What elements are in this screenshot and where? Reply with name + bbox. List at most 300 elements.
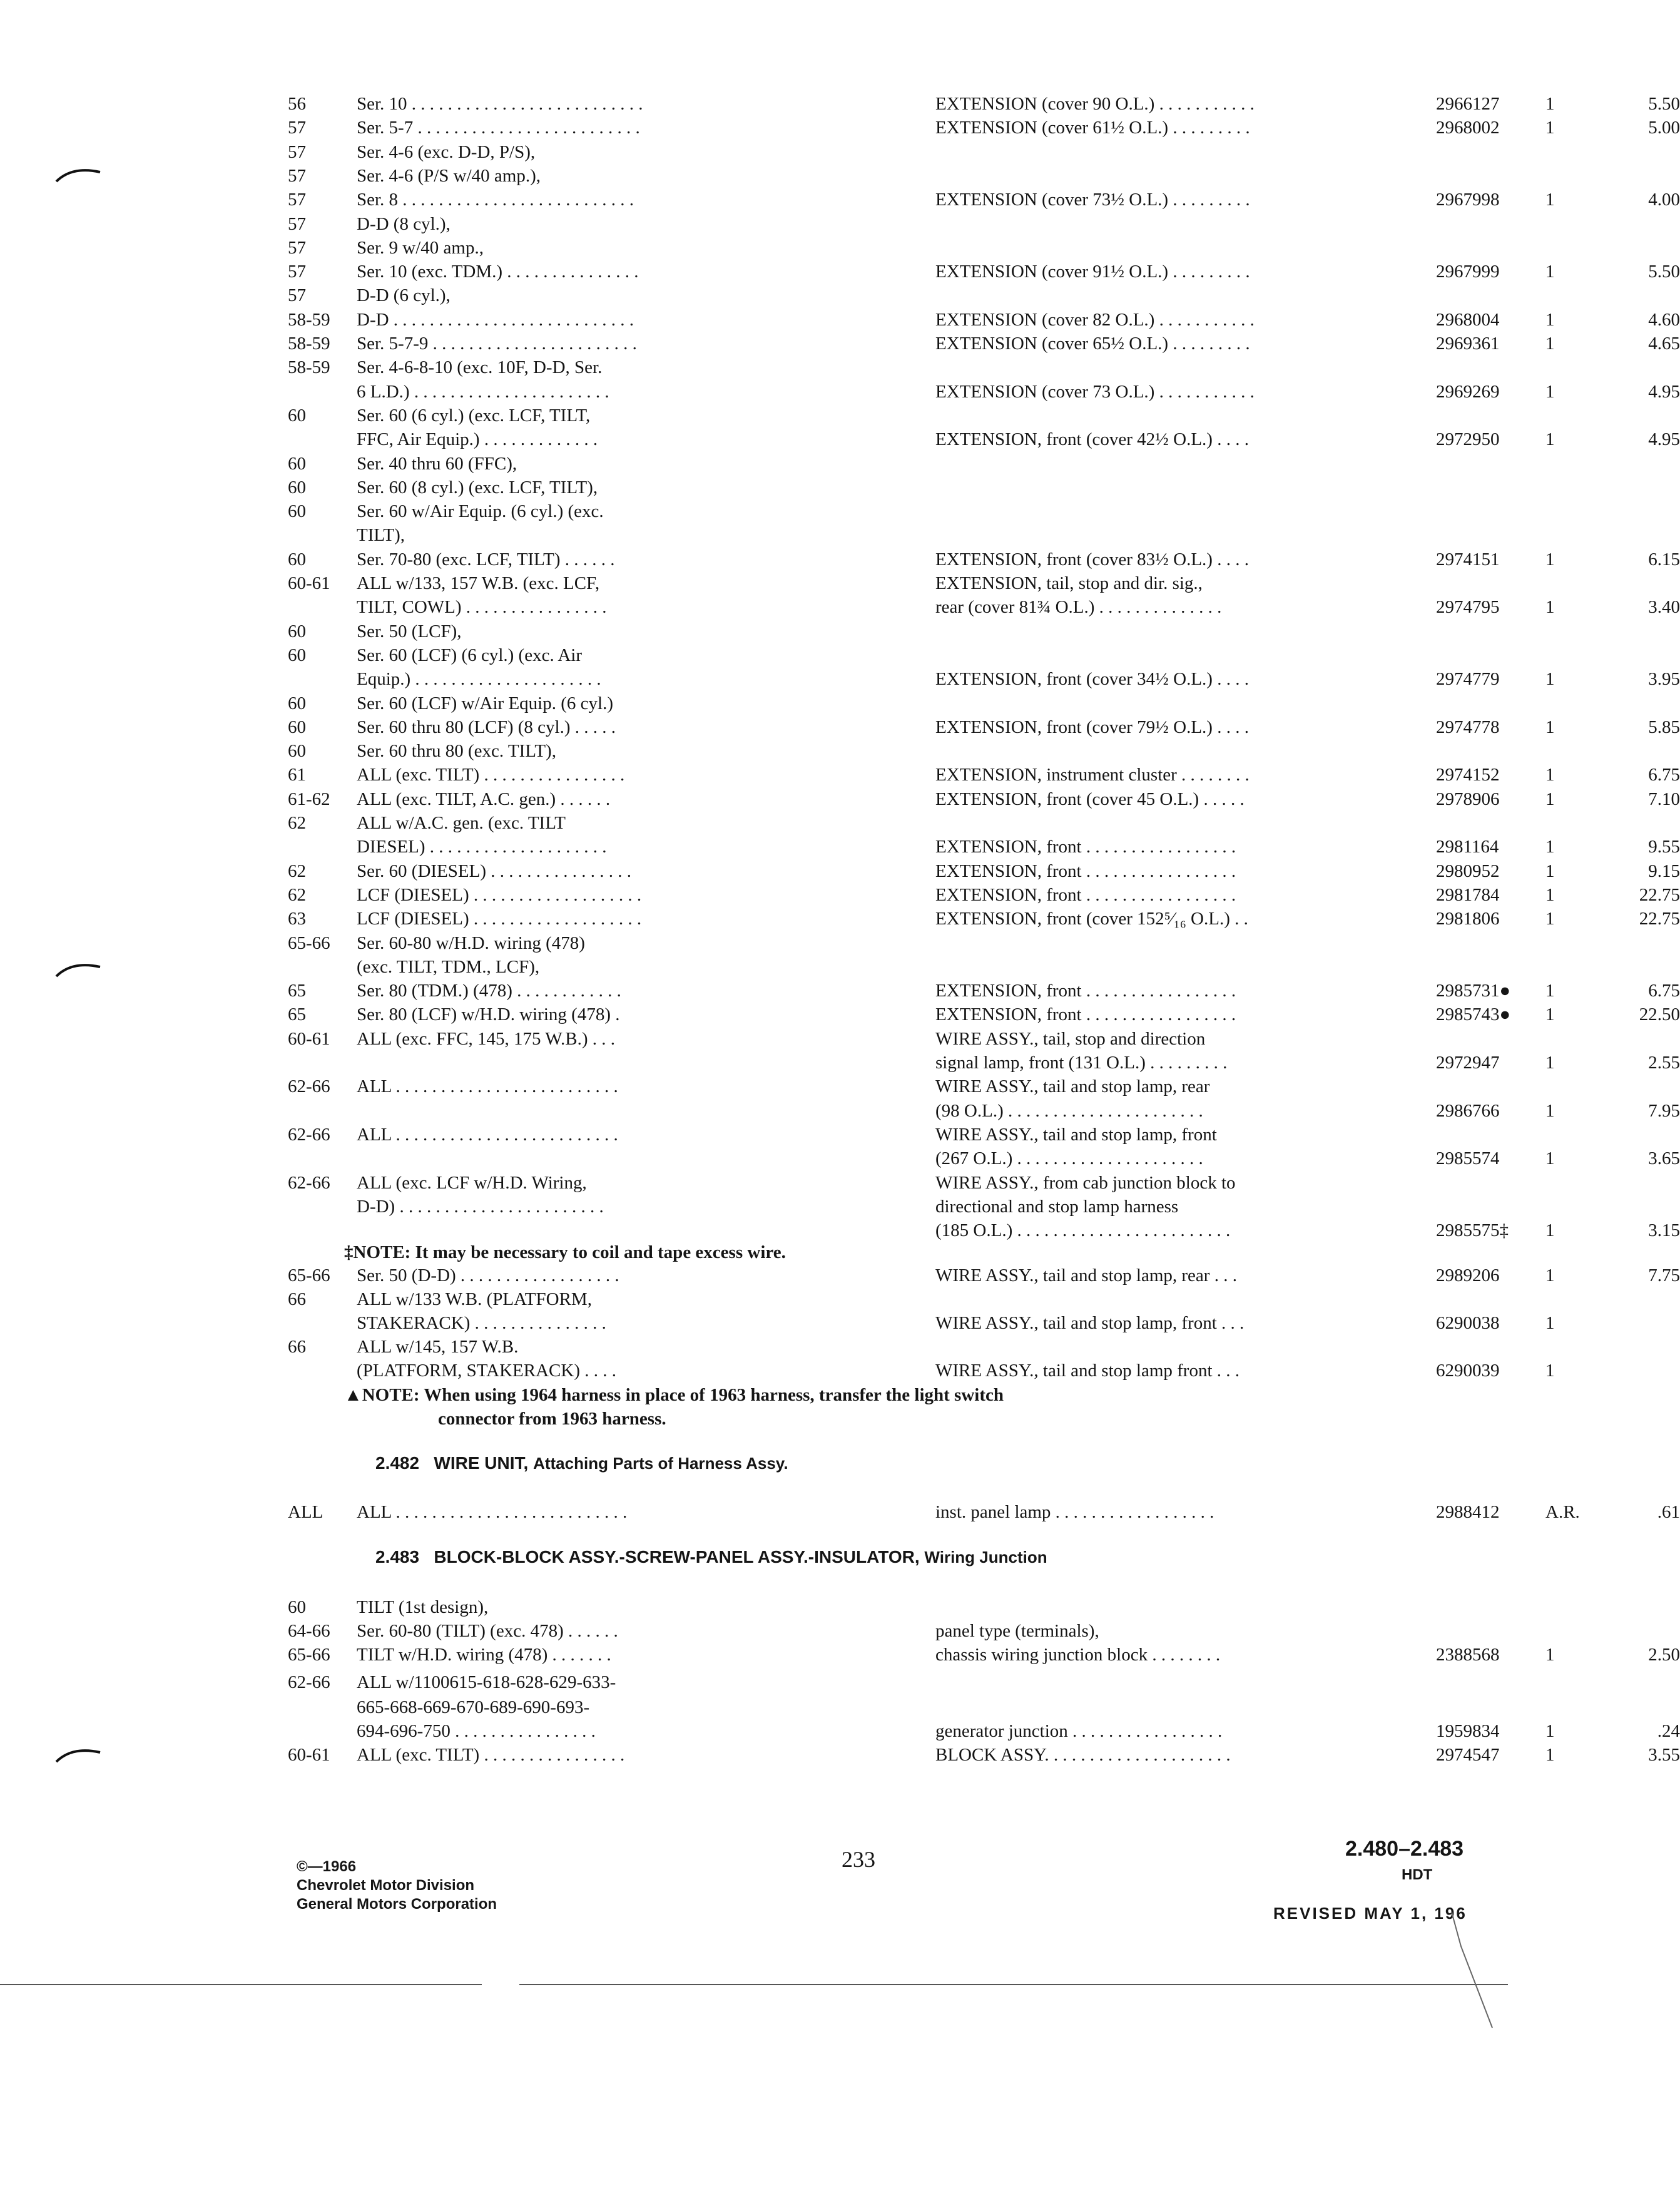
application: 665-668-669-670-689-690-693- (357, 1697, 590, 1717)
table-row (288, 1288, 1402, 1313)
copyright: ©—1966 (297, 1858, 357, 1875)
price: 3.15 (1648, 1220, 1680, 1241)
price: 4.65 (1648, 334, 1680, 354)
corporation: General Motors Corporation (297, 1896, 497, 1913)
table-row (288, 1744, 1680, 1769)
section-title: WIRE UNIT, (434, 1453, 529, 1473)
table-row (288, 1003, 1680, 1028)
model-year: 57 (288, 285, 306, 306)
model-year: 58-59 (288, 334, 330, 354)
application: Ser. 60 (6 cyl.) (exc. LCF, TILT, (357, 405, 591, 426)
section-heading-2483 (375, 1547, 1047, 1567)
table-row (288, 309, 1680, 334)
table-row (288, 188, 1680, 213)
quantity: 1 (1545, 1265, 1555, 1286)
description: WIRE ASSY., tail, stop and direction (935, 1028, 1206, 1049)
scan-mark (53, 163, 103, 188)
part-number: 2981806 (1436, 909, 1500, 929)
description: EXTENSION, front . . . . . . . . . . . . . . . . . (935, 837, 1236, 857)
quantity: 1 (1545, 909, 1555, 929)
part-number: 2974795 (1436, 597, 1500, 618)
table-row (288, 1147, 1680, 1172)
description: signal lamp, front (131 O.L.) . . . . . . . . . (935, 1053, 1228, 1073)
revised-date: REVISED MAY 1, 196 (1273, 1904, 1467, 1923)
price: 7.75 (1648, 1265, 1680, 1286)
application: Ser. 60 (DIESEL) . . . . . . . . . . . . . . . . (357, 861, 631, 881)
model-year: 57 (288, 237, 306, 258)
description: panel type (terminals), (935, 1621, 1099, 1641)
application: Equip.) . . . . . . . . . . . . . . . . . . . . . (357, 669, 601, 690)
price: 2.50 (1648, 1645, 1680, 1665)
application: ALL (exc. LCF w/H.D. Wiring, (357, 1172, 587, 1193)
part-number: 2388568 (1436, 1645, 1500, 1665)
model-year: 60 (288, 741, 306, 762)
description: EXTENSION, front (cover 83½ O.L.) . . . . (935, 549, 1249, 570)
model-year: 62 (288, 884, 306, 905)
price: 3.55 (1648, 1745, 1680, 1765)
section-title: BLOCK-BLOCK ASSY.-SCREW-PANEL ASSY.-INSULATOR, (434, 1547, 920, 1567)
table-row (288, 237, 1402, 262)
price: 2.55 (1648, 1053, 1680, 1073)
application: Ser. 10 (exc. TDM.) . . . . . . . . . . . . . . . (357, 262, 639, 282)
description: WIRE ASSY., tail and stop lamp, rear (935, 1076, 1210, 1097)
model-year: 60 (288, 1597, 306, 1617)
table-row (288, 836, 1680, 861)
description: EXTENSION, front (cover 152⁵⁄₁₆ O.L.) . . (935, 909, 1248, 929)
table-row (288, 356, 1402, 381)
scan-mark (53, 1743, 103, 1768)
table-row (288, 548, 1680, 573)
quantity: 1 (1545, 1220, 1555, 1241)
price: 6.15 (1648, 549, 1680, 570)
description: WIRE ASSY., tail and stop lamp front . . . (935, 1361, 1240, 1381)
model-year: 60-61 (288, 1745, 330, 1765)
table-row (288, 644, 1402, 669)
application: (exc. TILT, TDM., LCF), (357, 956, 540, 977)
description: WIRE ASSY., tail and stop lamp, front . . . (935, 1313, 1245, 1333)
description: EXTENSION, front . . . . . . . . . . . . . . . . . (935, 981, 1236, 1001)
table-row (288, 93, 1680, 118)
section-number: 2.483 (375, 1547, 420, 1567)
quantity: 1 (1545, 1148, 1555, 1169)
description: EXTENSION, front (cover 34½ O.L.) . . . . (935, 669, 1249, 690)
table-row (288, 1195, 1402, 1220)
quantity: 1 (1545, 789, 1555, 809)
application: Ser. 4-6-8-10 (exc. 10F, D-D, Ser. (357, 357, 603, 378)
section-number: 2.482 (375, 1453, 420, 1473)
quantity: 1 (1545, 1100, 1555, 1121)
quantity: 1 (1545, 1721, 1555, 1741)
part-number: 2988412 (1436, 1502, 1500, 1522)
model-year: 65-66 (288, 933, 330, 953)
table-row (288, 1172, 1402, 1197)
quantity: 1 (1545, 717, 1555, 737)
model-year: 65-66 (288, 1645, 330, 1665)
model-year: 65-66 (288, 1265, 330, 1286)
model-year: 61-62 (288, 789, 330, 809)
price: 3.95 (1648, 669, 1680, 690)
price: 22.75 (1639, 909, 1680, 929)
application: Ser. 4-6 (exc. D-D, P/S), (357, 141, 536, 162)
application: Ser. 60 thru 80 (exc. TILT), (357, 741, 556, 762)
application: Ser. 60 thru 80 (LCF) (8 cyl.) . . . . . (357, 717, 616, 737)
application: Ser. 70-80 (exc. LCF, TILT) . . . . . . (357, 549, 615, 570)
quantity: 1 (1545, 381, 1555, 402)
price: 3.40 (1648, 597, 1680, 618)
price: 6.75 (1648, 765, 1680, 785)
model-year: 66 (288, 1289, 306, 1309)
application: Ser. 60-80 (TILT) (exc. 478) . . . . . . (357, 1621, 618, 1641)
part-number: 1959834 (1436, 1721, 1500, 1741)
model-year: 57 (288, 165, 306, 186)
table-row (288, 1123, 1402, 1148)
application: Ser. 60 w/Air Equip. (6 cyl.) (exc. (357, 501, 604, 522)
part-number: 2981784 (1436, 884, 1500, 905)
model-year: 60 (288, 501, 306, 522)
table-row (288, 260, 1680, 285)
application: Ser. 40 thru 60 (FFC), (357, 453, 517, 474)
application: ALL w/A.C. gen. (exc. TILT (357, 813, 566, 833)
application: DIESEL) . . . . . . . . . . . . . . . . . . . . (357, 837, 607, 857)
price: 6.75 (1648, 981, 1680, 1001)
model-year: 58-59 (288, 357, 330, 378)
table-row (288, 1501, 1680, 1526)
description: EXTENSION (cover 65½ O.L.) . . . . . . . . . (935, 334, 1250, 354)
description: directional and stop lamp harness (935, 1196, 1179, 1217)
part-number: 2980952 (1436, 861, 1500, 881)
description: BLOCK ASSY. . . . . . . . . . . . . . . . . . . . . (935, 1745, 1231, 1765)
model-year: 60-61 (288, 1028, 330, 1049)
application: LCF (DIESEL) . . . . . . . . . . . . . . . . . . . (357, 884, 642, 905)
table-row (288, 1620, 1402, 1645)
table-row (288, 116, 1680, 141)
price: 5.85 (1648, 717, 1680, 737)
model-year: 63 (288, 909, 306, 929)
table-row (288, 1264, 1680, 1289)
table-row (288, 668, 1680, 693)
table-row (288, 500, 1402, 525)
description: (185 O.L.) . . . . . . . . . . . . . . . . . . . . . . . . (935, 1220, 1231, 1241)
part-number: 2972947 (1436, 1053, 1500, 1073)
model-year: 60-61 (288, 573, 330, 593)
description: EXTENSION (cover 61½ O.L.) . . . . . . . . . (935, 118, 1250, 138)
application: ALL (exc. TILT, A.C. gen.) . . . . . . (357, 789, 611, 809)
table-row (288, 284, 1402, 309)
table-row (288, 932, 1402, 957)
description: EXTENSION, front . . . . . . . . . . . . . . . . . (935, 1004, 1236, 1025)
part-number: 2985574 (1436, 1148, 1500, 1169)
model-year: 57 (288, 262, 306, 282)
price: 5.50 (1648, 262, 1680, 282)
table-row (288, 907, 1680, 933)
section-heading-2482 (375, 1453, 788, 1473)
part-number: 2974151 (1436, 549, 1500, 570)
model-year: 57 (288, 141, 306, 162)
model-year: 62 (288, 813, 306, 833)
model-year: 60 (288, 693, 306, 713)
part-number: 2968004 (1436, 309, 1500, 330)
application: ALL w/1100615-618-628-629-633- (357, 1672, 616, 1692)
application: Ser. 60 (LCF) w/Air Equip. (6 cyl.) (357, 693, 613, 713)
part-number: 2967999 (1436, 262, 1500, 282)
model-year: 62 (288, 861, 306, 881)
part-number: 2974152 (1436, 765, 1500, 785)
scan-mark (53, 958, 103, 983)
application: ALL w/145, 157 W.B. (357, 1337, 519, 1357)
application: Ser. 60-80 w/H.D. wiring (478) (357, 933, 585, 953)
part-number: 2967998 (1436, 190, 1500, 210)
model-year: 65 (288, 981, 306, 1001)
application: Ser. 60 (8 cyl.) (exc. LCF, TILT), (357, 477, 598, 498)
model-year: 58-59 (288, 309, 330, 330)
table-row (288, 476, 1402, 501)
model-year: 62-66 (288, 1076, 330, 1097)
price: 22.50 (1639, 1004, 1680, 1025)
model-year: 62-66 (288, 1172, 330, 1193)
model-year: 60 (288, 621, 306, 641)
quantity: 1 (1545, 597, 1555, 618)
application: D-D (8 cyl.), (357, 213, 451, 234)
table-row (288, 165, 1402, 190)
footer-publisher (297, 1858, 497, 1914)
model-year: ALL (288, 1502, 323, 1522)
table-row (288, 812, 1402, 837)
application: D-D) . . . . . . . . . . . . . . . . . . . . . . . (357, 1196, 604, 1217)
table-row (288, 884, 1680, 909)
table-row (288, 716, 1680, 741)
model-year: 62-66 (288, 1124, 330, 1145)
table-row (288, 1028, 1402, 1053)
application: Ser. 5-7-9 . . . . . . . . . . . . . . . . . . . . . . . (357, 334, 637, 354)
table-row (288, 979, 1680, 1004)
application: 694-696-750 . . . . . . . . . . . . . . . . (357, 1721, 596, 1741)
page-number: 233 (842, 1847, 875, 1872)
price: 7.95 (1648, 1100, 1680, 1121)
quantity: 1 (1545, 765, 1555, 785)
table-row (288, 1720, 1680, 1745)
table-row (288, 1643, 1680, 1669)
description: inst. panel lamp . . . . . . . . . . . . . . . . . . (935, 1502, 1214, 1522)
model-year: 66 (288, 1337, 306, 1357)
table-row (288, 1596, 1402, 1621)
quantity: 1 (1545, 981, 1555, 1001)
part-number: 2974778 (1436, 717, 1500, 737)
description: EXTENSION, tail, stop and dir. sig., (935, 573, 1203, 593)
application: D-D . . . . . . . . . . . . . . . . . . . . . . . . . . . (357, 309, 634, 330)
part-number: 6290038 (1436, 1313, 1500, 1333)
table-row (288, 692, 1402, 717)
application: TILT (1st design), (357, 1597, 489, 1617)
quantity: 1 (1545, 118, 1555, 138)
table-row (288, 213, 1402, 238)
model-year: 60 (288, 477, 306, 498)
price: 7.10 (1648, 789, 1680, 809)
quantity: 1 (1545, 1745, 1555, 1765)
application: Ser. 8 . . . . . . . . . . . . . . . . . . . . . . . . . . (357, 190, 634, 210)
table-row (288, 452, 1402, 478)
model-year: 56 (288, 94, 306, 114)
quantity: 1 (1545, 429, 1555, 450)
part-number: 2966127 (1436, 94, 1500, 114)
table-row (288, 332, 1680, 357)
part-number: 2969269 (1436, 381, 1500, 402)
application: ALL (exc. TILT) . . . . . . . . . . . . . . . . (357, 765, 625, 785)
description: WIRE ASSY., tail and stop lamp, rear . . . (935, 1265, 1237, 1286)
note-1964-harness-cont: connector from 1963 harness. (438, 1409, 666, 1429)
price: 22.75 (1639, 884, 1680, 905)
part-number: 2974779 (1436, 669, 1500, 690)
description: EXTENSION, front (cover 42½ O.L.) . . . . (935, 429, 1249, 450)
part-number: 2985731● (1436, 981, 1511, 1001)
application: D-D (6 cyl.), (357, 285, 451, 306)
table-row (288, 956, 1402, 981)
description: EXTENSION (cover 73 O.L.) . . . . . . . . . . . (935, 381, 1255, 402)
table-row (288, 764, 1680, 789)
model-year: 57 (288, 213, 306, 234)
model-year: 62-66 (288, 1672, 330, 1692)
description: EXTENSION, front . . . . . . . . . . . . . . . . . (935, 884, 1236, 905)
quantity: 1 (1545, 884, 1555, 905)
table-row (288, 404, 1402, 429)
description: EXTENSION, instrument cluster . . . . . . . . (935, 765, 1250, 785)
model-year: 64-66 (288, 1621, 330, 1641)
part-number: 2972950 (1436, 429, 1500, 450)
section-subtitle: Attaching Parts of Harness Assy. (533, 1454, 788, 1473)
application: Ser. 10 . . . . . . . . . . . . . . . . . . . . . . . . . . (357, 94, 643, 114)
table-row (288, 860, 1680, 885)
quantity: 1 (1545, 1645, 1555, 1665)
application: ALL . . . . . . . . . . . . . . . . . . . . . . . . . . (357, 1502, 628, 1522)
description: (267 O.L.) . . . . . . . . . . . . . . . . . . . . . (935, 1148, 1203, 1169)
table-row (288, 1051, 1680, 1076)
description: EXTENSION (cover 73½ O.L.) . . . . . . . . . (935, 190, 1250, 210)
table-row (288, 1696, 1402, 1721)
part-number: 2978906 (1436, 789, 1500, 809)
part-number: 2981164 (1436, 837, 1499, 857)
application: Ser. 80 (LCF) w/H.D. wiring (478) . (357, 1004, 620, 1025)
price: 9.55 (1648, 837, 1680, 857)
application: ALL w/133, 157 W.B. (exc. LCF, (357, 573, 600, 593)
model-year: 60 (288, 549, 306, 570)
table-row (288, 1359, 1555, 1384)
part-number: 6290039 (1436, 1361, 1500, 1381)
model-year: 60 (288, 645, 306, 665)
price: .61 (1657, 1502, 1680, 1522)
price: 4.95 (1648, 381, 1680, 402)
description: WIRE ASSY., tail and stop lamp, front (935, 1124, 1217, 1145)
application: ALL (exc. FFC, 145, 175 W.B.) . . . (357, 1028, 615, 1049)
application: (PLATFORM, STAKERACK) . . . . (357, 1361, 616, 1381)
section-range: 2.480–2.483 (1345, 1837, 1464, 1861)
series-label: HDT (1402, 1866, 1433, 1883)
table-row (288, 1671, 1402, 1696)
description: EXTENSION, front (cover 79½ O.L.) . . . . (935, 717, 1249, 737)
application: LCF (DIESEL) . . . . . . . . . . . . . . . . . . . (357, 909, 642, 929)
model-year: 60 (288, 405, 306, 426)
table-row (288, 572, 1402, 597)
part-number: 2985575‡ (1436, 1220, 1509, 1241)
table-row (288, 381, 1680, 406)
quantity: 1 (1545, 309, 1555, 330)
quantity: 1 (1545, 549, 1555, 570)
model-year: 61 (288, 765, 306, 785)
quantity: 1 (1545, 669, 1555, 690)
part-number: 2974547 (1436, 1745, 1500, 1765)
model-year: 65 (288, 1004, 306, 1025)
note-1964-harness: ▲NOTE: When using 1964 harness in place of 1963 harness, transfer the light switch (344, 1385, 1004, 1405)
price: 4.95 (1648, 429, 1680, 450)
table-row (288, 1312, 1555, 1337)
table-row (288, 1336, 1402, 1361)
description: rear (cover 81¾ O.L.) . . . . . . . . . . . . . . (935, 597, 1222, 618)
footer-rule (0, 1984, 482, 1985)
description: EXTENSION, front . . . . . . . . . . . . . . . . . (935, 861, 1236, 881)
price: .24 (1657, 1721, 1680, 1741)
application: Ser. 9 w/40 amp., (357, 237, 484, 258)
application: Ser. 50 (D-D) . . . . . . . . . . . . . . . . . . (357, 1265, 619, 1286)
description: chassis wiring junction block . . . . . . . . (935, 1645, 1221, 1665)
application: ALL w/133 W.B. (PLATFORM, (357, 1289, 592, 1309)
table-row (288, 1100, 1680, 1125)
table-row (288, 141, 1402, 166)
quantity: 1 (1545, 1313, 1555, 1333)
model-year: 57 (288, 190, 306, 210)
table-row (288, 524, 1402, 549)
application: ALL . . . . . . . . . . . . . . . . . . . . . . . . . (357, 1124, 618, 1145)
quantity: A.R. (1545, 1502, 1580, 1522)
description: EXTENSION (cover 91½ O.L.) . . . . . . . . . (935, 262, 1250, 282)
description: EXTENSION (cover 82 O.L.) . . . . . . . . . . . (935, 309, 1255, 330)
division: Chevrolet Motor Division (297, 1877, 475, 1894)
part-number: 2986766 (1436, 1100, 1500, 1121)
application: ALL (exc. TILT) . . . . . . . . . . . . . . . . (357, 1745, 625, 1765)
application: 6 L.D.) . . . . . . . . . . . . . . . . . . . . . . (357, 381, 609, 402)
model-year: 57 (288, 118, 306, 138)
price: 9.15 (1648, 861, 1680, 881)
table-row (288, 740, 1402, 765)
application: Ser. 4-6 (P/S w/40 amp.), (357, 165, 541, 186)
application: FFC, Air Equip.) . . . . . . . . . . . . . (357, 429, 598, 450)
application: Ser. 5-7 . . . . . . . . . . . . . . . . . . . . . . . . . (357, 118, 640, 138)
quantity: 1 (1545, 837, 1555, 857)
application: STAKERACK) . . . . . . . . . . . . . . . (357, 1313, 606, 1333)
application: TILT), (357, 525, 405, 546)
table-row (288, 620, 1402, 645)
quantity: 1 (1545, 1004, 1555, 1025)
description: EXTENSION, front (cover 45 O.L.) . . . . . (935, 789, 1245, 809)
application: Ser. 50 (LCF), (357, 621, 462, 641)
quantity: 1 (1545, 334, 1555, 354)
table-row (288, 596, 1680, 621)
description: (98 O.L.) . . . . . . . . . . . . . . . . . . . . . . (935, 1100, 1203, 1121)
price: 3.65 (1648, 1148, 1680, 1169)
quantity: 1 (1545, 1053, 1555, 1073)
quantity: 1 (1545, 94, 1555, 114)
description: WIRE ASSY., from cab junction block to (935, 1172, 1236, 1193)
price: 4.00 (1648, 190, 1680, 210)
description: generator junction . . . . . . . . . . . . . . . . . (935, 1721, 1223, 1741)
section-subtitle: Wiring Junction (924, 1548, 1047, 1567)
part-number: 2989206 (1436, 1265, 1500, 1286)
application: Ser. 80 (TDM.) (478) . . . . . . . . . . . . (357, 981, 621, 1001)
model-year: 60 (288, 717, 306, 737)
part-number: 2968002 (1436, 118, 1500, 138)
quantity: 1 (1545, 262, 1555, 282)
quantity: 1 (1545, 190, 1555, 210)
table-row (288, 788, 1680, 813)
model-year: 60 (288, 453, 306, 474)
quantity: 1 (1545, 1361, 1555, 1381)
